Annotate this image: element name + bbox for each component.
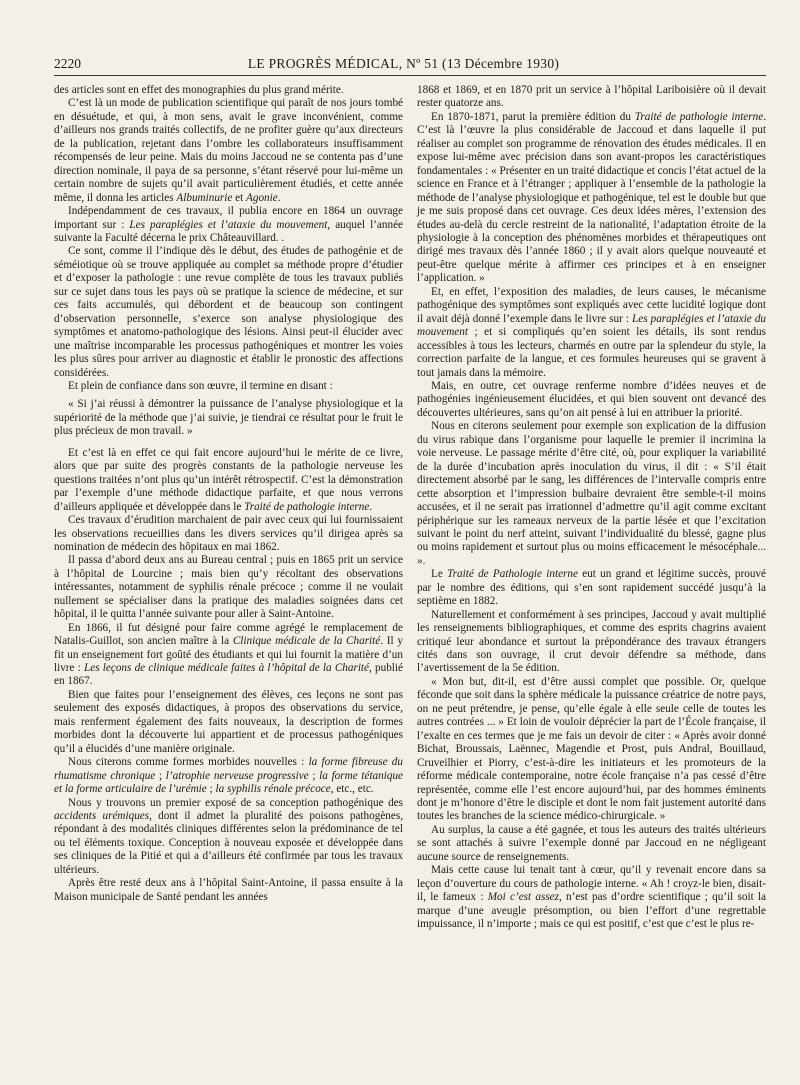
paragraph: Et plein de confiance dans son œuvre, il termine en disant :: [68, 379, 333, 392]
paragraph: Et, en effet, l’exposition des maladies, de leurs causes, le mécanisme pathogénique des symptômes sont expliqués avec cette lucidité logique dont il avait déjà donné l’exemple dans le livre sur : Les paraplégies et l’ataxie du mouvement ; et si compliqués qu’en soient les détails, ils sont rendus accessibles à tous les lecteurs, charmés en outre par la splendeur du style, la correction parfaite de la langue, et ces formules heureuses qui se gravent à tout jamais dans la mémoire.: [417, 285, 767, 379]
paragraph: En 1870-1871, parut la première édition du Traité de pathologie interne. C’est là l’œuvre la plus considérable de Jaccoud et dans laquelle il put réaliser au complet son programme de rénovation des études médicales. Il en expose lui-même avec précision dans son avant-propos les caractéristiques fondamentales : « Présenter en un traité didactique et concis l’état actuel de la science en France et à l’étranger ; appliquer à l’ensemble de la pathologie la méthode de l’analyse physiologique et pathogénique, tel est le double but que je me suis proposé dans cet ouvrage. Ces deux idées mères, l’extension des études au-delà du cercle restreint de la nationalité, l’adaptation étroite de la physiologie à la conception des phénomènes morbides et thérapeutiques ont dirigé mes travaux dès l’année 1860 ; il y avait alors quelque nouveauté et peut-être quelque mérite à affirmer ces principes et à en enseigner l’application. »: [417, 110, 766, 285]
paragraph: Mais cette cause lui tenait tant à cœur, qu’il y revenait encore dans sa leçon d’ouverture du cours de pathologie interne. « Ah ! croyz-le bien, disait-il, le fameux : Moi c’est assez, n’est pas d’ordre scientifique ; qu’il soit la marque d’une aveugle présomption, ou bien l’effort d’une regrettable impuissance, il n’importe ; mais ce qui est positif, c’est que c’est le plus re-: [417, 864, 767, 931]
paragraph: Au surplus, la cause a été gagnée, et tous les auteurs des traités ultérieurs se sont attachés à suivre l’exemple donné par Jaccoud en ne négligeant aucune source de renseignements.: [417, 823, 766, 863]
journal-title: LE PROGRÈS MÉDICAL, Nº 51 (13 Décembre 1930): [247, 56, 560, 71]
paragraph: Ce sont, comme il l’indique dès le début, des études de pathogénie et de séméiotique où se trouve appliquée au complet sa méthode propre d’étudier et d’exposer la pathologie : une revue complète de tous les travaux publiés sur ce sujet dans tous les pays où se pratique la science de médecine, et sur ces faits accumulés, qui débordent et de beaucoup son contingent d’observation personnelle, s’exerce son analyse physiologique des symptômes et anatomo-pathologique des lésions. Ainsi peut-il élucider avec une maîtrise incomparable les processus pathogéniques et montrer les voies les plus sûres pour arriver au diagnostic et établir le pronostic des affections considérées.: [54, 245, 403, 379]
paragraph: Indépendamment de ces travaux, il publia encore en 1864 un ouvrage important sur : Les paraplégies et l’ataxie du mouvement, auquel l’année suivante la Faculté décerna le prix Châteauvillard. .: [54, 205, 403, 244]
paragraph: Après être resté deux ans à l’hôpital Saint-Antoine, il passa ensuite à la Maison municipale de Santé pendant les années: [54, 877, 403, 903]
paragraph: Mais, en outre, cet ouvrage renferme nombre d’idées neuves et de pathogénies ingénieusement élucidées, et qui bien souvent ont devancé des découvertes ultérieures, sans qu’on ait pensé à lui en attribuer la priorité.: [417, 379, 766, 419]
paragraph: En 1866, il fut désigné pour faire comme agrégé le remplacement de Natalis-Guillot, son ancien maître à la Clinique médicale de la Charité. Il y fit un enseignement fort goûté des étudiants et qui lui fournit la matière d’un livre : Les leçons de clinique médicale faites à l’hôpital de la Charité, publié en 1867.: [54, 621, 403, 688]
paragraph: des articles sont en effet des monographies du plus grand mérite.: [54, 84, 344, 96]
paragraph: Et c’est là en effet ce qui fait encore aujourd’hui le mérite de ce livre, alors que par suite des progrès constants de la pathologie nerveuse les questions traitées n’ont plus qu’un intérêt rétrospectif. C’est la démonstration par l’exemple d’une méthode didactique parfaite, et que nous verrons d’ailleurs appliquée et développée dans le Traité de pathologie interne.: [54, 446, 403, 513]
paragraph: Il passa d’abord deux ans au Bureau central ; puis en 1865 prit un service à l’hôpital de Lourcine ; mais bien qu’y récoltant des observations intéressantes, notamment de syphilis rénale précoce ; comme il ne voulait nullement se spécialiser dans la pratique des maladies soignées dans cet hôpital, il le quitta l’année suivante pour aller à Saint-Antoine.: [54, 554, 403, 621]
article-body: [54, 84, 766, 932]
paragraph: Nous y trouvons un premier exposé de sa conception pathogénique des accidents urémiques, dont il admet la pluralité des poisons pathogènes, répondant à des modalités cliniques différentes selon la prédominance de tel ou tel éléments toxique. Conception à nouveau exposée et développée dans ses cliniques de la Pitié et qui a d’ailleurs été confirmée par tous les travaux ultérieurs.: [54, 796, 403, 876]
paragraph: C’est là un mode de publication scientifique qui paraît de nos jours tombé en désuétude, et qui, à mon sens, avait le grave inconvénient, comme d’ailleurs nos grands traités collectifs, de ne profiter guère qu’aux directeurs de la publication, rejetant dans l’ombre les collaborateurs insuffisamment récompensés de leur peine. Mais du moins Jaccoud ne se contenta pas d’une direction nominale, il paya de sa personne, s’étant réservé pour lui-même un certain nombre de sujets qu’il avait particulièrement étudiés, et cette année même, il donna les articles Albuminurie et Agonie.: [54, 97, 403, 204]
right-column: [417, 84, 766, 932]
left-column: [54, 84, 403, 932]
paragraph: Ces travaux d’érudition marchaient de pair avec ceux qui lui fournissaient les observations recueillies dans les divers services qu’il dirigea après sa nomination de médecin des hôpitaux en mai 1862.: [54, 514, 403, 553]
paragraph: « Mon but, dit-il, est d’être aussi complet que possible. Or, quelque féconde que soit dans la sphère médicale la puissance créatrice de notre pays, on ne peut prétendre, je pense, qu’elle égale à elle seule celle de toutes les autres contrées ... » Et loin de vouloir déprécier la part de l’École française, il l’exalte en ces termes que je me fais un devoir de citer : « Après avoir donné Bichat, Broussais, Laënnec, Magendie et Prost, puis Andral, Bouillaud, Cruveilhier et Piorry, c’est-à-dire les initiateurs et les promoteurs de la réforme médicale contemporaine, notre école française n’a pas cessé d’être représentée, comme elle l’est encore aujourd’hui, par des hommes éminents dont je m’honore d’être le disciple et dont le nom fait justement autorité dans toutes les branches de la science médico-chirurgicale. »: [417, 675, 766, 823]
paragraph: Naturellement et conformément à ses principes, Jaccoud y avait multiplié les renseignements bibliographiques, et comme des esprits chagrins avaient critiqué leur abondance et surtout la prépondérance des travaux étrangers cités dans son ouvrage, il crut devoir défendre sa méthode, dans l’avertissement de la 5e édition.: [417, 608, 766, 675]
paragraph: Nous en citerons seulement pour exemple son explication de la diffusion du virus rabique dans l’organisme pour laquelle le premier il incrimina la voie nerveuse. Le passage mérite d’être cité, où, pour expliquer la variabilité de la durée d’incubation après inoculation du virus, il dit : « S’il était directement absorbé par le sang, les différences de l’intervalle compris entre cette absorption et l’impression bulbaire devraient être semble-t-il moins accusées, et il ne serait pas irrationnel d’admettre qu’il agit comme excitant périphérique sur les rameaux nerveux de la partie lésée et que l’excitation suivant le point du nerf atteint, suivant l’individualité du blessé, gagne plus ou moins rapidement et surtout plus ou moins efficacement le mésocéphale... ».: [417, 420, 766, 567]
paragraph: Bien que faites pour l’enseignement des élèves, ces leçons ne sont pas seulement des exposés didactiques, à propos des observations du service, mais renferment également des faits nouveaux, la description de formes morbides dont la découverte lui appartient et de processus pathogéniques qu’il a élucidés d’une manière originale.: [54, 688, 403, 755]
paragraph: Nous citerons comme formes morbides nouvelles : la forme fibreuse du rhumatisme chronique ; l’atrophie nerveuse progressive ; la forme tétanique et la forme articulaire de l’urémie ; la syphilis rénale précoce, etc., etc.: [54, 756, 404, 796]
paragraph: Le Traité de Pathologie interne eut un grand et légitime succès, prouvé par le nombre des éditions, qui s’en sont rapidement succédé jusqu’à la septième en 1882.: [417, 568, 766, 608]
quotation: « Si j’ai réussi à démontrer la puissance de l’analyse physiologique et la supériorité de la méthode que j’ai suivie, je tiendrai ce résultat pour le fruit le plus précieux de mon travail. »: [54, 398, 403, 438]
page-number: 2220: [54, 56, 81, 71]
paragraph: 1868 et 1869, et en 1870 prit un service à l’hôpital Lariboisière où il devait rester quatorze ans.: [417, 84, 766, 110]
running-header: [54, 56, 766, 76]
